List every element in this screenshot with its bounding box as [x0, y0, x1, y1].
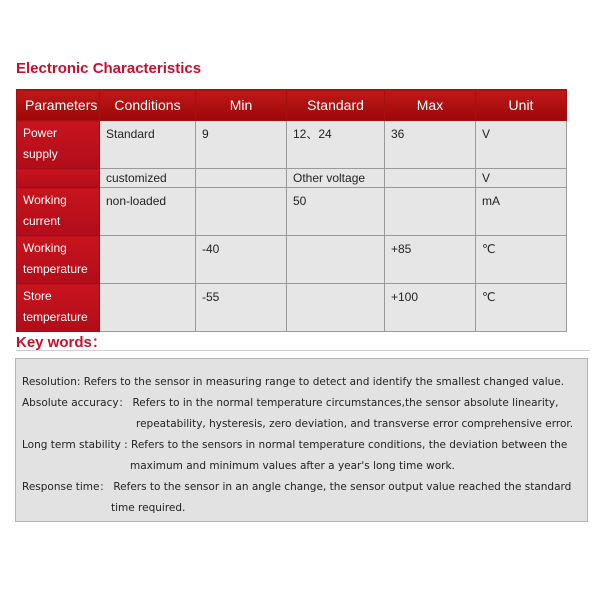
keyword-response-time	[22, 477, 579, 519]
header-unit: Unit	[476, 90, 567, 121]
table-row	[17, 284, 567, 332]
header-min: Min	[196, 90, 287, 121]
parameter-cell	[17, 169, 100, 188]
unit-cell: V	[476, 169, 567, 188]
parameter-line-1: Store	[23, 289, 52, 303]
parameter-line-2: current	[23, 214, 61, 228]
electronic-characteristics-title: Electronic Characteristics	[16, 60, 202, 77]
key-words-title: Key words：	[16, 334, 107, 351]
keyword-definition: Refers to the sensors in normal temperature conditions, the deviation between the	[127, 439, 568, 451]
parameter-line-2: supply	[23, 147, 58, 161]
max-cell	[385, 188, 476, 236]
conditions-cell: customized	[100, 169, 196, 188]
standard-cell: 12、24	[287, 121, 385, 169]
header-parameters: Parameters	[17, 90, 100, 121]
table-row	[17, 121, 567, 169]
keyword-definition-continued: maximum and minimum values after a year's long time work.	[130, 460, 455, 472]
table-row	[17, 169, 567, 188]
unit-cell: mA	[476, 188, 567, 236]
keyword-definition: Refers to the sensor in an angle change, the sensor output value reached the standard	[110, 481, 572, 493]
keyword-definition-continued: repeatability, hysteresis, zero deviation, and transverse error comprehensive error.	[136, 418, 574, 430]
keyword-term: Response time：	[22, 481, 110, 493]
parameter-cell	[17, 236, 100, 284]
key-words-box	[15, 358, 588, 522]
conditions-cell	[100, 236, 196, 284]
keyword-definition: Refers to the sensor in measuring range to detect and identify the smallest changed value.	[80, 376, 565, 388]
max-cell	[385, 169, 476, 188]
standard-cell: Other voltage	[287, 169, 385, 188]
parameter-line-1: Power	[23, 126, 58, 140]
keyword-absolute-accuracy	[22, 393, 579, 435]
keyword-term: Absolute accuracy：	[22, 397, 130, 409]
keyword-term: Long term stability :	[22, 439, 128, 451]
conditions-cell: Standard	[100, 121, 196, 169]
keyword-long-term-stability	[22, 435, 579, 477]
max-cell: +85	[385, 236, 476, 284]
header-standard: Standard	[287, 90, 385, 121]
min-cell: 9	[196, 121, 287, 169]
table-row	[17, 188, 567, 236]
parameter-line-1: Working	[23, 241, 67, 255]
parameter-line-2: temperature	[23, 262, 88, 276]
keyword-term: Resolution:	[22, 376, 81, 388]
keyword-definition-continued: time required.	[111, 502, 186, 514]
min-cell: -55	[196, 284, 287, 332]
max-cell: +100	[385, 284, 476, 332]
table-row	[17, 236, 567, 284]
max-cell: 36	[385, 121, 476, 169]
conditions-cell: non-loaded	[100, 188, 196, 236]
keyword-definition: Refers to in the normal temperature circumstances,the sensor absolute linearity,	[129, 397, 559, 409]
spec-table	[16, 89, 567, 332]
parameter-cell	[17, 121, 100, 169]
table-header-row	[17, 90, 567, 121]
section-divider	[16, 350, 590, 351]
parameter-cell	[17, 188, 100, 236]
standard-cell	[287, 284, 385, 332]
min-cell	[196, 169, 287, 188]
conditions-cell	[100, 284, 196, 332]
min-cell	[196, 188, 287, 236]
standard-cell: 50	[287, 188, 385, 236]
parameter-cell	[17, 284, 100, 332]
unit-cell: ℃	[476, 236, 567, 284]
standard-cell	[287, 236, 385, 284]
keyword-resolution	[22, 372, 579, 393]
unit-cell: ℃	[476, 284, 567, 332]
unit-cell: V	[476, 121, 567, 169]
parameter-line-1: Working	[23, 193, 67, 207]
parameter-line-2: temperature	[23, 310, 88, 324]
header-conditions: Conditions	[100, 90, 196, 121]
min-cell: -40	[196, 236, 287, 284]
header-max: Max	[385, 90, 476, 121]
